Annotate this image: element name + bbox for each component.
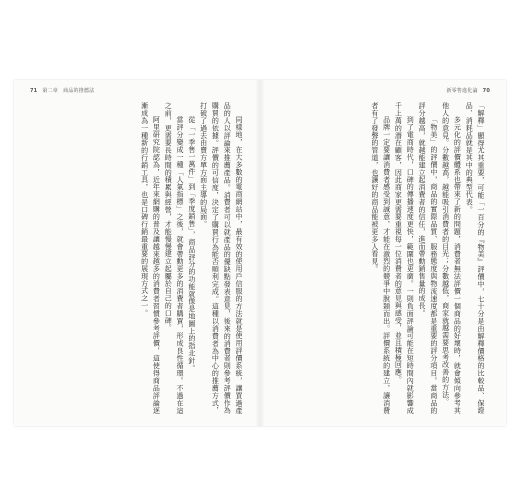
right-paragraph-5: 品牌一定要讓消費者感受到誠意，才能在激烈的競爭中脫穎而出。評價系統的建立，讓消費者有了發聲的管道，也讓好的商品能被更多人看見。 [370, 102, 391, 414]
left-paragraph-4: 阿里研究院認為，近年來網購的普及讓越來越多的消費者習慣參考評價，這使得商品評論逐漸成為一種新的行銷工具，也是口碑行銷最重要的展現方式之一。 [140, 102, 161, 414]
right-paragraph-2: 多元化的評價體系也帶來了新的問題，消費者無法評價一個商品的好壞時，就會傾向參考其他人的意見。分數越高，越能吸引消費者的目光；分數越低，商家就越需要思考改善的方法。 [441, 102, 462, 414]
left-paragraph-1: 同樣地，在大多數的電商網站中，最有效的使用戶信服的方法就是使用評價系統，讓買過產品的人以評論來推薦產品。消費者可以就產品的優缺點發表意見，後來的消費者則參考評價作為購買的依據。評價的可信度，決定了購買行為能否順利完成。這種以消費者為中心的推薦方式，打破了過去由賣方單方面主導的局面。 [199, 102, 243, 414]
left-chapter-title: 第二章 商品的推薦法 [42, 88, 95, 94]
left-paragraph-2: 從「一季售一萬件」到「季度銷售」，商品評分的功能就像是地圖上的指北針。 [187, 116, 196, 372]
left-page-number: 71 [30, 88, 38, 94]
right-book-title: 新零售進化論 [446, 88, 478, 94]
right-paragraph-1: 「解釋」顯得尤其重要，可能「一百分的『物美』評價中，七十分是由解釋價格的比較品、保證品、消耗品就是其中的典型代表。 [465, 102, 485, 414]
left-paragraph-3: 當評分變成一種「人氣指標」之後，就會帶動更多的消費者購買，形成良性循環。不過在這之前，更需要長時間的積累與經營，才能慢慢建立起屬於自己的口碑。 [164, 102, 185, 414]
left-body-text [34, 102, 244, 414]
right-paragraph-4: 到了電商時代，口碑的傳播速度更快，範圍也更廣。一則負面評論可能在短時間內就影響成千上萬的潛在顧客，因此商家更需要重視每一位消費者的意見與感受，並且積極回應。 [394, 102, 415, 414]
right-paragraph-3: 「物美」的評價中，商品的實際品質、服務態度與物流速度都是重要的評分項目。當商品的評分越高，就越能建立起消費者的信任，進而帶動銷售量的成長。 [418, 102, 438, 414]
right-page-number: 70 [482, 88, 490, 94]
right-page [260, 80, 506, 426]
left-page [14, 80, 260, 426]
right-running-head [446, 87, 490, 94]
book-spread [14, 80, 506, 426]
left-running-head [30, 87, 94, 94]
right-body-text [274, 102, 486, 414]
